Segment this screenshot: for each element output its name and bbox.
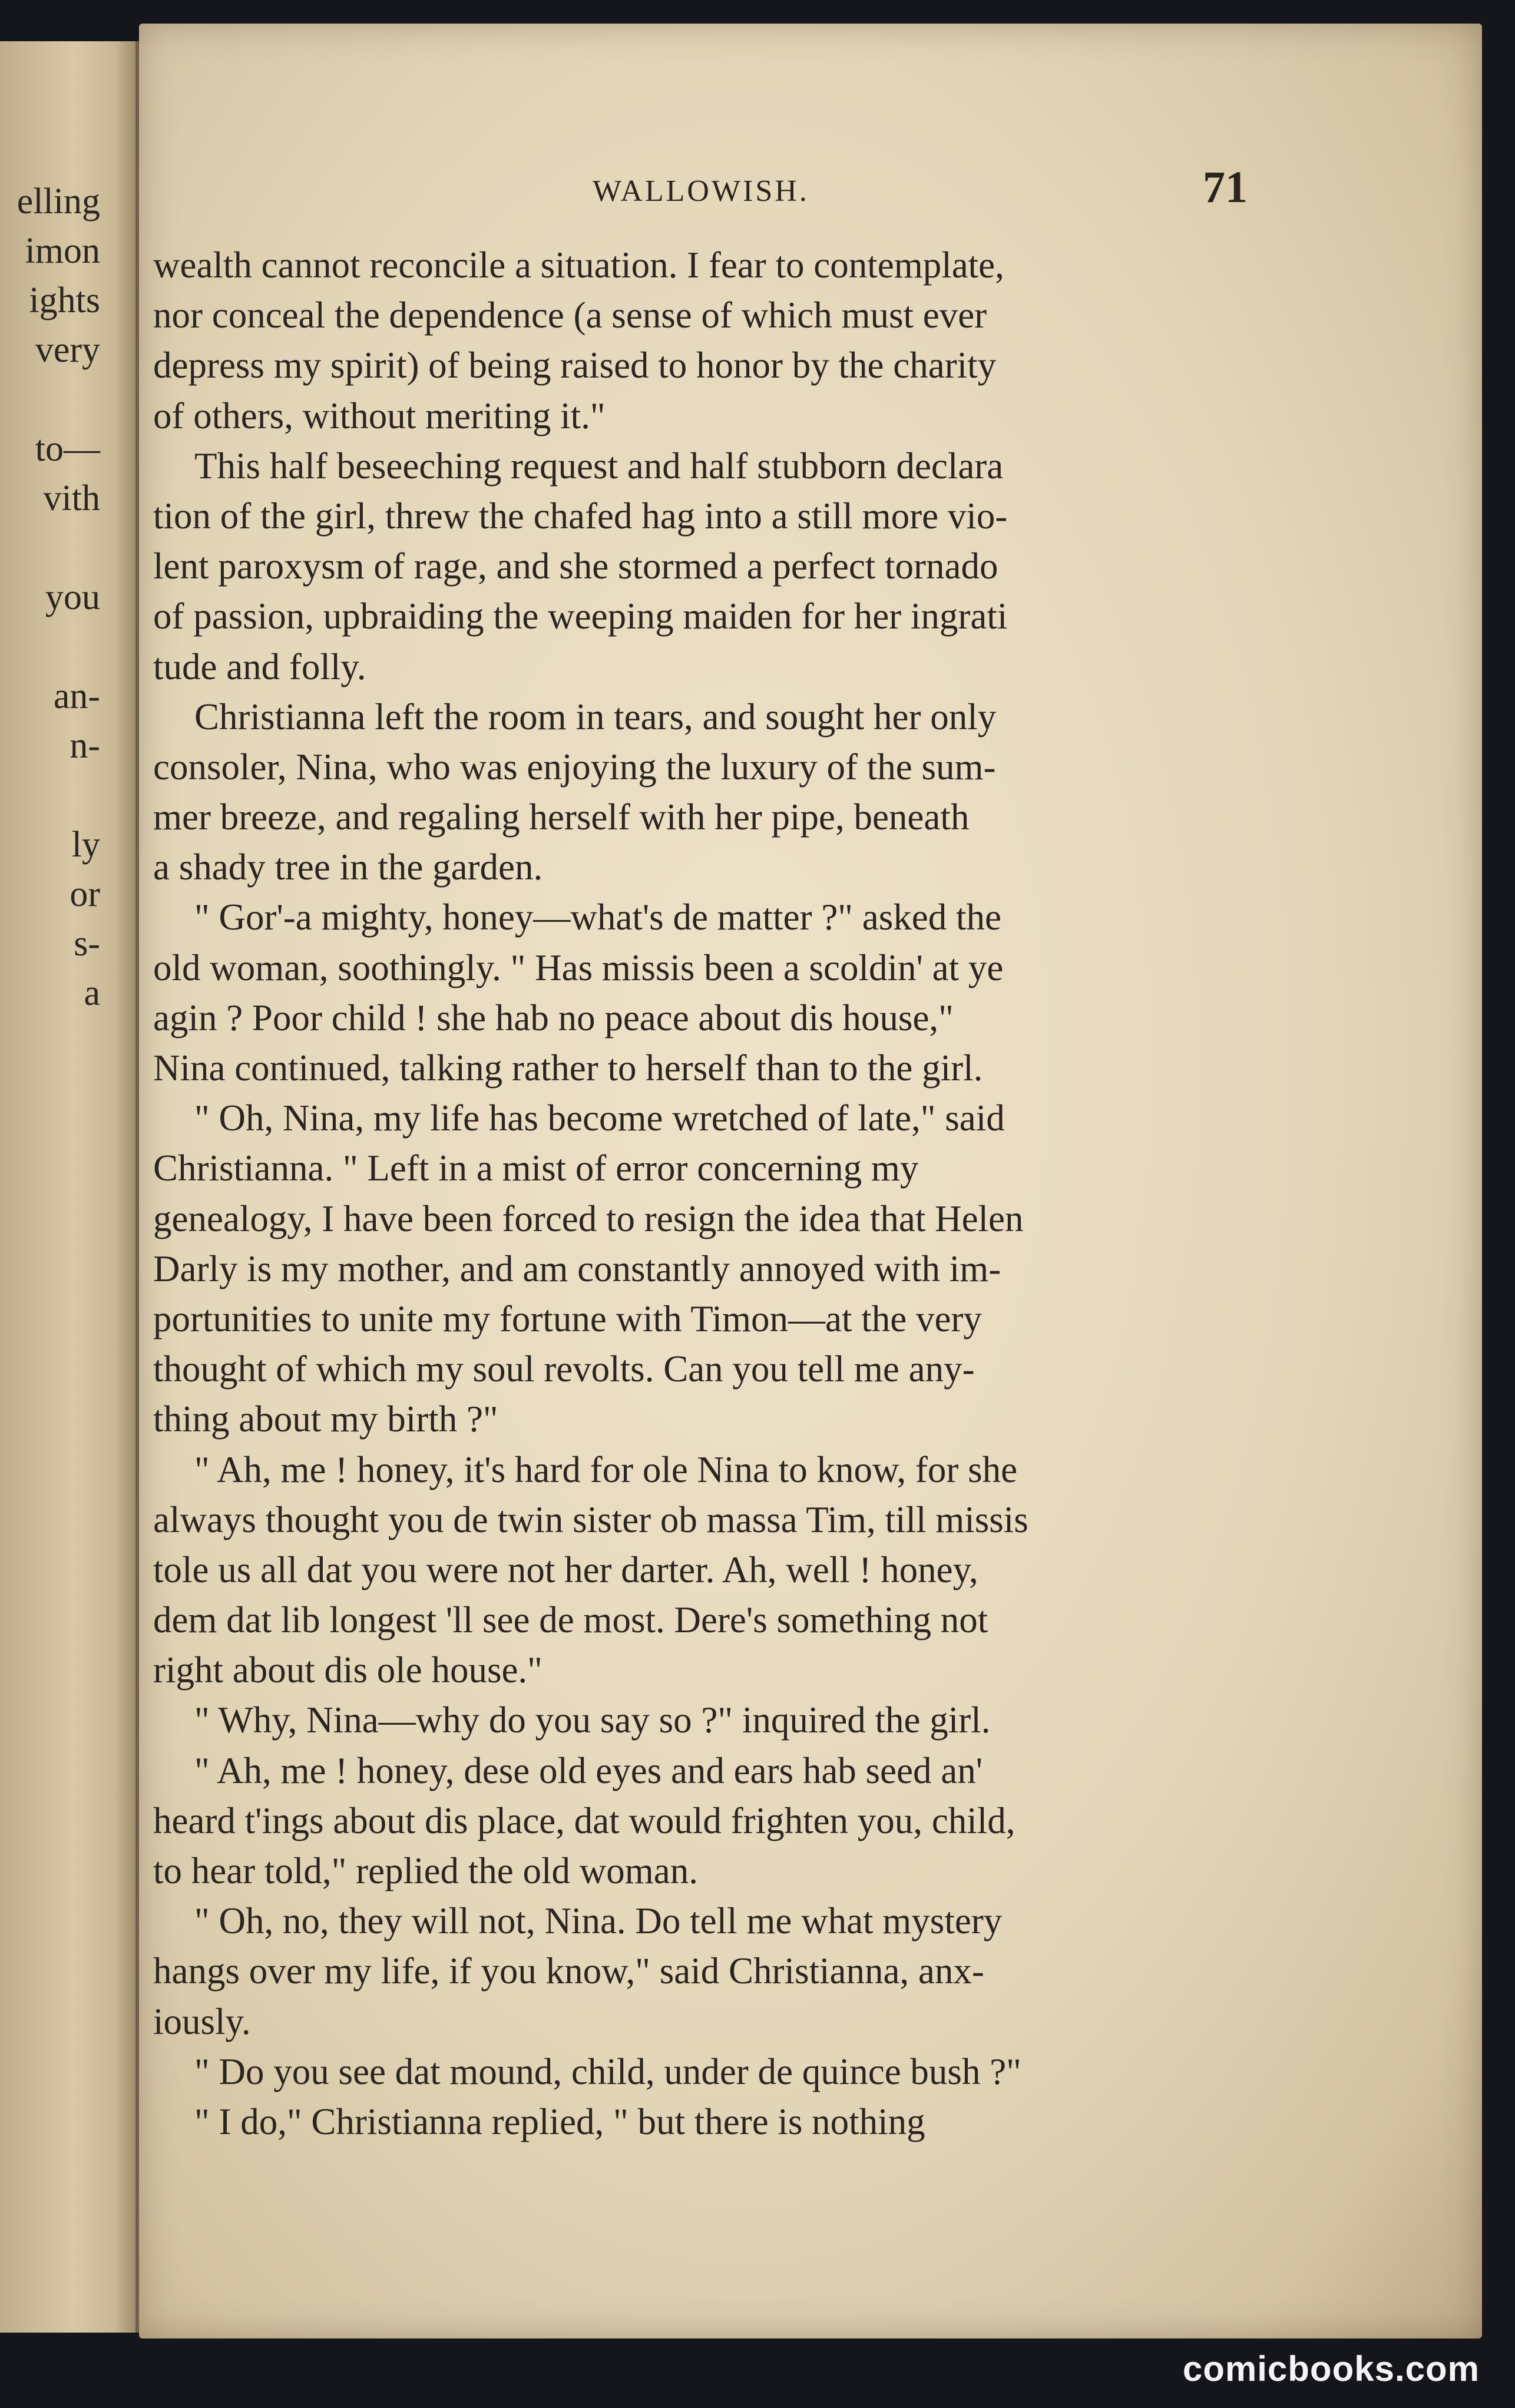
left-page-edge [0,41,139,2333]
left-page-fragment: n- [70,726,100,766]
text-line: Nina continued, talking rather to herself than to the girl. [153,1047,983,1089]
left-page-fragment [0,375,100,424]
left-page-fragment [0,622,100,672]
text-line: portunities to unite my fortune with Timon—at the very [153,1298,982,1339]
text-line: This half beseeching request and half stubborn declara [194,445,1004,487]
text-line: to hear told," replied the old woman. [153,1850,698,1891]
text-line: lent paroxysm of rage, and she stormed a perfect tornado [153,545,998,587]
left-page-fragment: a [84,973,100,1013]
text-line: tole us all dat you were not her darter. Ah, well ! honey, [153,1549,978,1590]
left-page-text-fragments [0,177,100,1018]
watermark: comicbooks.com [1182,2349,1480,2389]
text-line: wealth cannot reconcile a situation. I fear to contemplate, [153,244,1004,286]
left-page-fragment: vith [43,478,100,518]
text-line: dem dat lib longest 'll see de most. Dere's something not [153,1599,988,1641]
left-page-fragment: an- [53,676,100,716]
left-page-fragment: ights [29,280,100,320]
running-head [139,162,1482,215]
text-line: a shady tree in the garden. [153,846,543,888]
text-line: Darly is my mother, and am constantly annoyed with im- [153,1248,1001,1289]
text-line: " I do," Christianna replied, " but there is nothing [194,2101,925,2142]
text-line: " Gor'-a mighty, honey—what's de matter ?" asked the [194,897,1001,938]
body-text [153,240,1266,2147]
text-line: mer breeze, and regaling herself with her pipe, beneath [153,796,970,838]
text-line: nor conceal the dependence (a sense of which must ever [153,295,987,336]
text-line: heard t'ings about dis place, dat would frighten you, child, [153,1800,1015,1841]
left-page-fragment: ly [71,825,100,865]
text-line: of passion, upbraiding the weeping maiden for her ingrati [153,596,1008,637]
book-page [139,24,1482,2338]
text-line: right about dis ole house." [153,1649,543,1691]
text-line: " Ah, me ! honey, it's hard for ole Nina to know, for she [194,1448,1018,1490]
text-line: consoler, Nina, who was enjoying the luxury of the sum- [153,746,996,788]
running-head-title: WALLOWISH. [593,174,809,208]
text-line: of others, without meriting it." [153,395,606,436]
text-line: " Oh, Nina, my life has become wretched of late," said [194,1097,1005,1139]
text-line: old woman, soothingly. " Has missis been a scoldin' at ye [153,947,1004,988]
left-page-fragment: imon [25,231,100,271]
text-line: thing about my birth ?" [153,1398,498,1440]
left-page-fragment: or [70,874,100,914]
left-page-fragment: s- [74,924,100,964]
text-line: tion of the girl, threw the chafed hag into a still more vio- [153,495,1008,537]
text-line: depress my spirit) of being raised to honor by the charity [153,345,997,386]
text-line: hangs over my life, if you know," said Christianna, anx- [153,1950,984,1992]
text-line: genealogy, I have been forced to resign the idea that Helen [153,1198,1024,1239]
text-line: Christianna. " Left in a mist of error concerning my [153,1147,919,1189]
text-line: iously. [153,2000,251,2042]
left-page-fragment [0,523,100,573]
left-page-fragment: very [35,330,100,370]
text-line: thought of which my soul revolts. Can you tell me any- [153,1348,975,1390]
text-line: " Do you see dat mound, child, under de quince bush ?" [194,2050,1021,2092]
left-page-fragment: elling [16,181,100,221]
left-page-fragment: to— [35,429,100,469]
left-page-fragment: you [45,577,100,617]
text-line: " Why, Nina—why do you say so ?" inquired the girl. [194,1699,991,1741]
page-number: 71 [1203,163,1248,212]
text-line: always thought you de twin sister ob massa Tim, till missis [153,1499,1028,1540]
text-line: Christianna left the room in tears, and sought her only [194,696,997,737]
text-line: tude and folly. [153,646,366,687]
text-line: " Ah, me ! honey, dese old eyes and ears hab seed an' [194,1749,983,1791]
left-page-fragment [0,770,100,820]
text-line: agin ? Poor child ! she hab no peace about dis house," [153,997,954,1038]
text-line: " Oh, no, they will not, Nina. Do tell me what mystery [194,1900,1003,1942]
